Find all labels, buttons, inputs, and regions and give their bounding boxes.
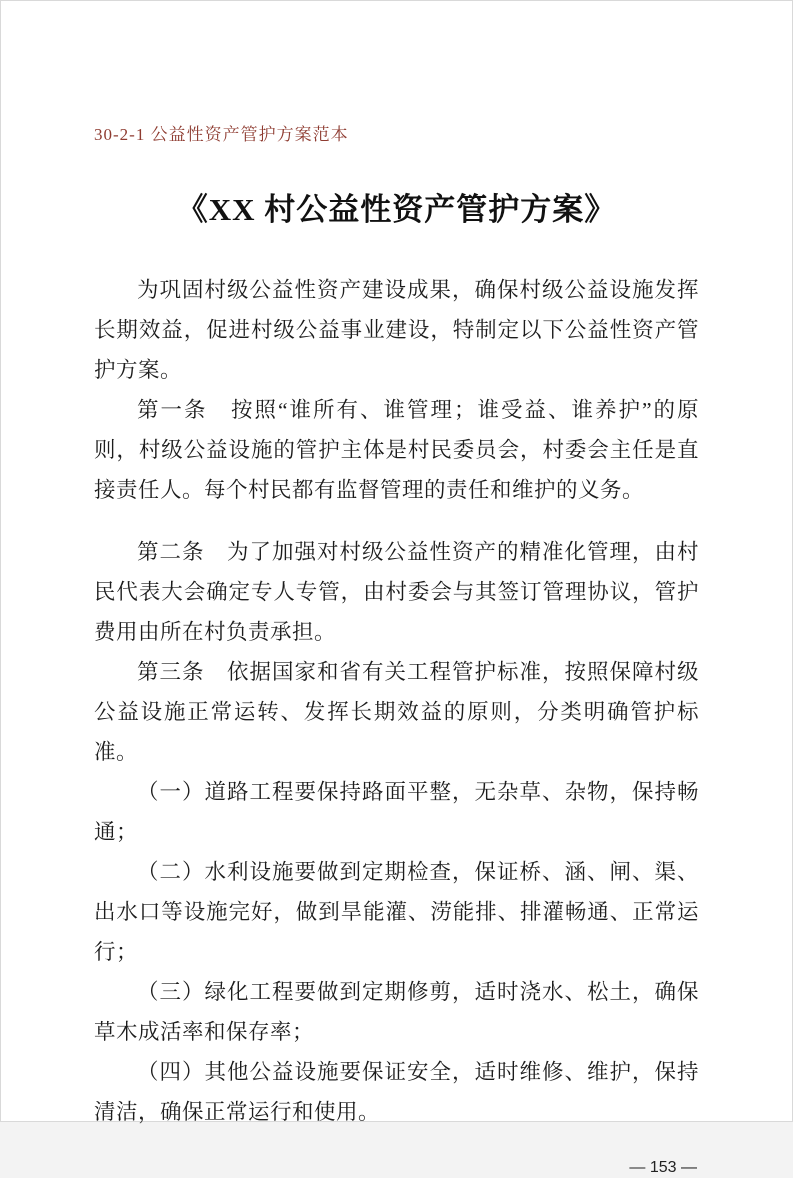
page-number: — 153 — xyxy=(629,1159,697,1176)
paragraph-article-2: 第二条 为了加强对村级公益性资产的精准化管理，由村民代表大会确定专人专管，由村委会与其签订管理协议，管护费用由所在村负责承担。 xyxy=(94,540,699,644)
paragraph-intro: 为巩固村级公益性资产建设成果，确保村级公益设施发挥长期效益，促进村级公益事业建设，特制定以下公益性资产管护方案。 xyxy=(94,278,699,382)
paragraph-article-3: 第三条 依据国家和省有关工程管护标准，按照保障村级公益设施正常运转、发挥长期效益的原则，分类明确管护标准。 xyxy=(94,660,699,764)
paragraph-item-4: （四）其他公益设施要保证安全，适时维修、维护，保持清洁，确保正常运行和使用。 xyxy=(94,1060,699,1124)
document-title: 《XX 村公益性资产管护方案》 xyxy=(176,192,617,227)
paragraph-item-1: （一）道路工程要保持路面平整，无杂草、杂物，保持畅通； xyxy=(94,780,699,844)
page-content xyxy=(1,1,792,1178)
paragraph-article-1: 第一条 按照“谁所有、谁管理；谁受益、谁养护”的原则，村级公益设施的管护主体是村民委员会，村委会主任是直接责任人。每个村民都有监督管理的责任和维护的义务。 xyxy=(94,398,699,502)
paragraph-item-2: （二）水利设施要做到定期检查，保证桥、涵、闸、渠、出水口等设施完好，做到旱能灌、涝能排、排灌畅通、正常运行； xyxy=(94,860,699,964)
paragraph-item-3: （三）绿化工程要做到定期修剪，适时浇水、松土，确保草木成活率和保存率； xyxy=(94,980,699,1044)
document-body xyxy=(94,270,699,1132)
document-header-label: 30-2-1 公益性资产管护方案范本 xyxy=(94,125,349,144)
